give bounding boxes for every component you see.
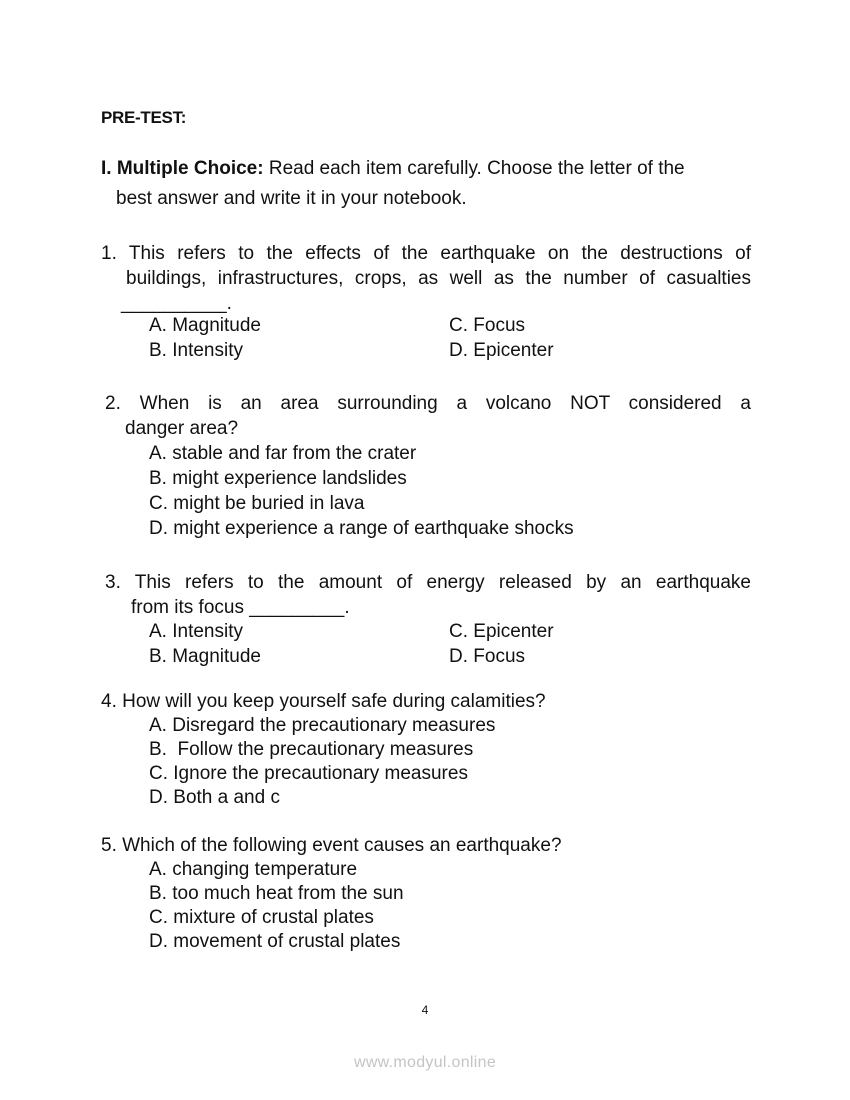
option-c: C. Ignore the precautionary measures — [149, 763, 468, 784]
option-d: D. might experience a range of earthquake shocks — [149, 518, 574, 539]
question-stem: 1. This refers to the effects of the earthquake on the destructions of — [101, 243, 751, 264]
question-2 — [105, 391, 751, 541]
option-a: A. Intensity — [149, 621, 243, 642]
question-4 — [101, 690, 751, 810]
option-d: D. Both a and c — [149, 787, 280, 808]
option-c: C. might be buried in lava — [149, 493, 365, 514]
instructions — [101, 154, 761, 214]
option-a: A. Magnitude — [149, 315, 261, 336]
question-stem: buildings, infrastructures, crops, as well as the number of casualties — [126, 268, 751, 289]
question-stem: from its focus _________. — [131, 597, 350, 618]
question-5 — [101, 834, 751, 954]
question-1 — [101, 241, 751, 363]
question-blank: __________. — [121, 293, 232, 314]
option-c: C. mixture of crustal plates — [149, 907, 374, 928]
option-a: A. Disregard the precautionary measures — [149, 715, 496, 736]
options — [101, 858, 751, 954]
question-stem: danger area? — [125, 418, 239, 439]
options — [105, 619, 751, 669]
instructions-continuation: best answer and write it in your notebook. — [116, 188, 467, 209]
option-b: B. Intensity — [149, 340, 243, 361]
question-stem: 4. How will you keep yourself safe during calamities? — [101, 691, 546, 712]
page-number: 4 — [421, 1003, 429, 1017]
options — [101, 714, 751, 810]
option-d: D. movement of crustal plates — [149, 931, 401, 952]
option-c: C. Focus — [449, 315, 526, 336]
options — [101, 313, 751, 363]
instructions-label: I. Multiple Choice: — [101, 158, 264, 179]
option-d: D. Focus — [449, 646, 526, 667]
footer-watermark: www.modyul.online — [353, 1054, 497, 1071]
question-stem: 5. Which of the following event causes an earthquake? — [101, 835, 562, 856]
option-b: B. might experience landslides — [149, 468, 407, 489]
question-3 — [105, 570, 751, 669]
option-c: C. Epicenter — [449, 621, 554, 642]
option-a: A. changing temperature — [149, 859, 358, 880]
instructions-text: Read each item carefully. Choose the letter of the — [263, 158, 685, 179]
option-b: B. Magnitude — [149, 646, 261, 667]
options — [105, 441, 751, 541]
option-d: D. Epicenter — [449, 340, 554, 361]
option-b: B. too much heat from the sun — [149, 883, 404, 904]
section-heading: PRE-TEST: — [101, 108, 187, 127]
question-stem: 2. When is an area surrounding a volcano NOT considered a — [105, 393, 751, 414]
option-b: B. Follow the precautionary measures — [149, 739, 474, 760]
option-a: A. stable and far from the crater — [149, 443, 417, 464]
question-stem: 3. This refers to the amount of energy released by an earthquake — [105, 572, 751, 593]
